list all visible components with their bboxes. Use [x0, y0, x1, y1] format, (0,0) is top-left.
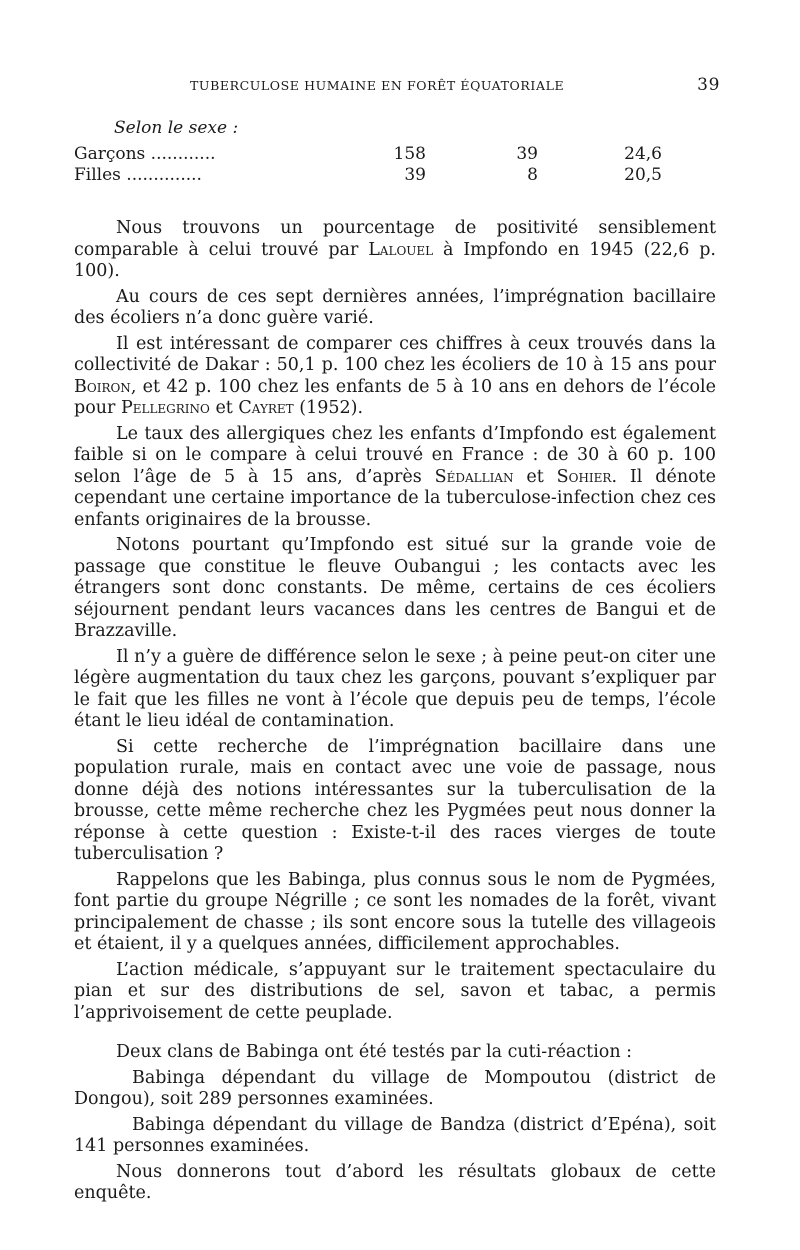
- paragraph: Il est intéressant de comparer ces chiffres à ceux trouvés dans la collectivité de Dakar : 50,1 p. 100 chez les écoliers de 10 à 15 ans pour Boiron, et 42 p. 100 chez les enfants de 5 à 10 ans en dehors de l’école pour Pellegrino et Cayret (1952).: [74, 333, 716, 418]
- cell-examined: 158: [393, 144, 426, 164]
- paragraph: Notons pourtant qu’Impfondo est situé sur la grande voie de passage que constitue le fleuve Oubangui ; les contacts avec les étrangers sont donc constants. De même, certains de ces écoliers séjournent pendant leurs vacances dans les centres de Bangui et de Brazzaville.: [74, 535, 716, 641]
- cell-examined: 39: [404, 165, 426, 185]
- author-name: Cayret: [238, 398, 294, 418]
- table-row: [74, 165, 674, 186]
- body-text: [74, 218, 716, 1209]
- paragraph: Nous donnerons tout d’abord les résultats globaux de cette enquête.: [74, 1161, 716, 1203]
- paragraph: Rappelons que les Babinga, plus connus sous le nom de Pygmées, font partie du groupe Négrille ; ce sont les nomades de la forêt, vivant principalement de chasse ; ils sont encore sous la tutelle des villageois et étaient, il y a quelques années, difficilement approchables.: [74, 869, 716, 954]
- running-title: TUBERCULOSE HUMAINE EN FORÊT ÉQUATORIALE: [190, 78, 565, 93]
- paragraph: Nous trouvons un pourcentage de positivité sensiblement comparable à celui trouvé par Lalouel à Impfondo en 1945 (22,6 p. 100).: [74, 218, 716, 281]
- cell-positive: 39: [516, 144, 538, 164]
- row-label: Filles ..............: [74, 165, 202, 185]
- author-name: Sédallian: [434, 466, 514, 487]
- paragraph: Au cours de ces sept dernières années, l’imprégnation bacillaire des écoliers n’a donc guère varié.: [74, 286, 716, 328]
- author-name: Lalouel: [368, 239, 434, 260]
- cell-percent: 20,5: [624, 165, 662, 185]
- paragraph: Babinga dépendant du village de Bandza (district d’Epéna), soit 141 personnes examinées.: [74, 1114, 716, 1156]
- author-name: Pellegrino: [120, 398, 210, 418]
- author-name: Boiron: [74, 376, 131, 397]
- stats-label: Selon le sexe :: [114, 118, 239, 138]
- paragraph: L’action médicale, s’appuyant sur le traitement spectaculaire du pian et sur des distributions de sel, savon et tabac, a permis l’apprivoisement de cette peuplade.: [74, 959, 716, 1023]
- row-label: Garçons ............: [74, 144, 216, 164]
- paragraph: Il n’y a guère de différence selon le sexe ; à peine peut-on citer une légère augmentation du taux chez les garçons, pouvant s’expliquer par le fait que les filles ne vont à l’école que depuis peu de temps, l’école étant le lieu idéal de contamination.: [74, 646, 716, 731]
- table-row: [74, 144, 674, 165]
- paragraph: Deux clans de Babinga ont été testés par la cuti-réaction :: [116, 1042, 633, 1062]
- cell-percent: 24,6: [624, 144, 662, 164]
- cell-positive: 8: [527, 165, 538, 185]
- page-number: 39: [697, 75, 720, 95]
- paragraph: Babinga dépendant du village de Mompoutou (district de Dongou), soit 289 personnes examinées.: [74, 1067, 716, 1109]
- author-name: Sohier: [556, 466, 612, 487]
- sex-stats-table: [74, 118, 674, 186]
- paragraph: Si cette recherche de l’imprégnation bacillaire dans une population rurale, mais en contact avec une voie de passage, nous donne déjà des notions intéressantes sur la tuberculisation de la brousse, cette même recherche chez les Pygmées peut nous donner la réponse à cette question : Existe-t-il des races vierges de toute tuberculisation ?: [74, 736, 716, 864]
- paragraph: Le taux des allergiques chez les enfants d’Impfondo est également faible si on le compare à celui trouvé en France : de 30 à 60 p. 100 selon l’âge de 5 à 15 ans, d’après Sédallian et Sohier. Il dénote cependant une certaine importance de la tuberculose-infection chez ces enfants originaires de la brousse.: [74, 423, 717, 530]
